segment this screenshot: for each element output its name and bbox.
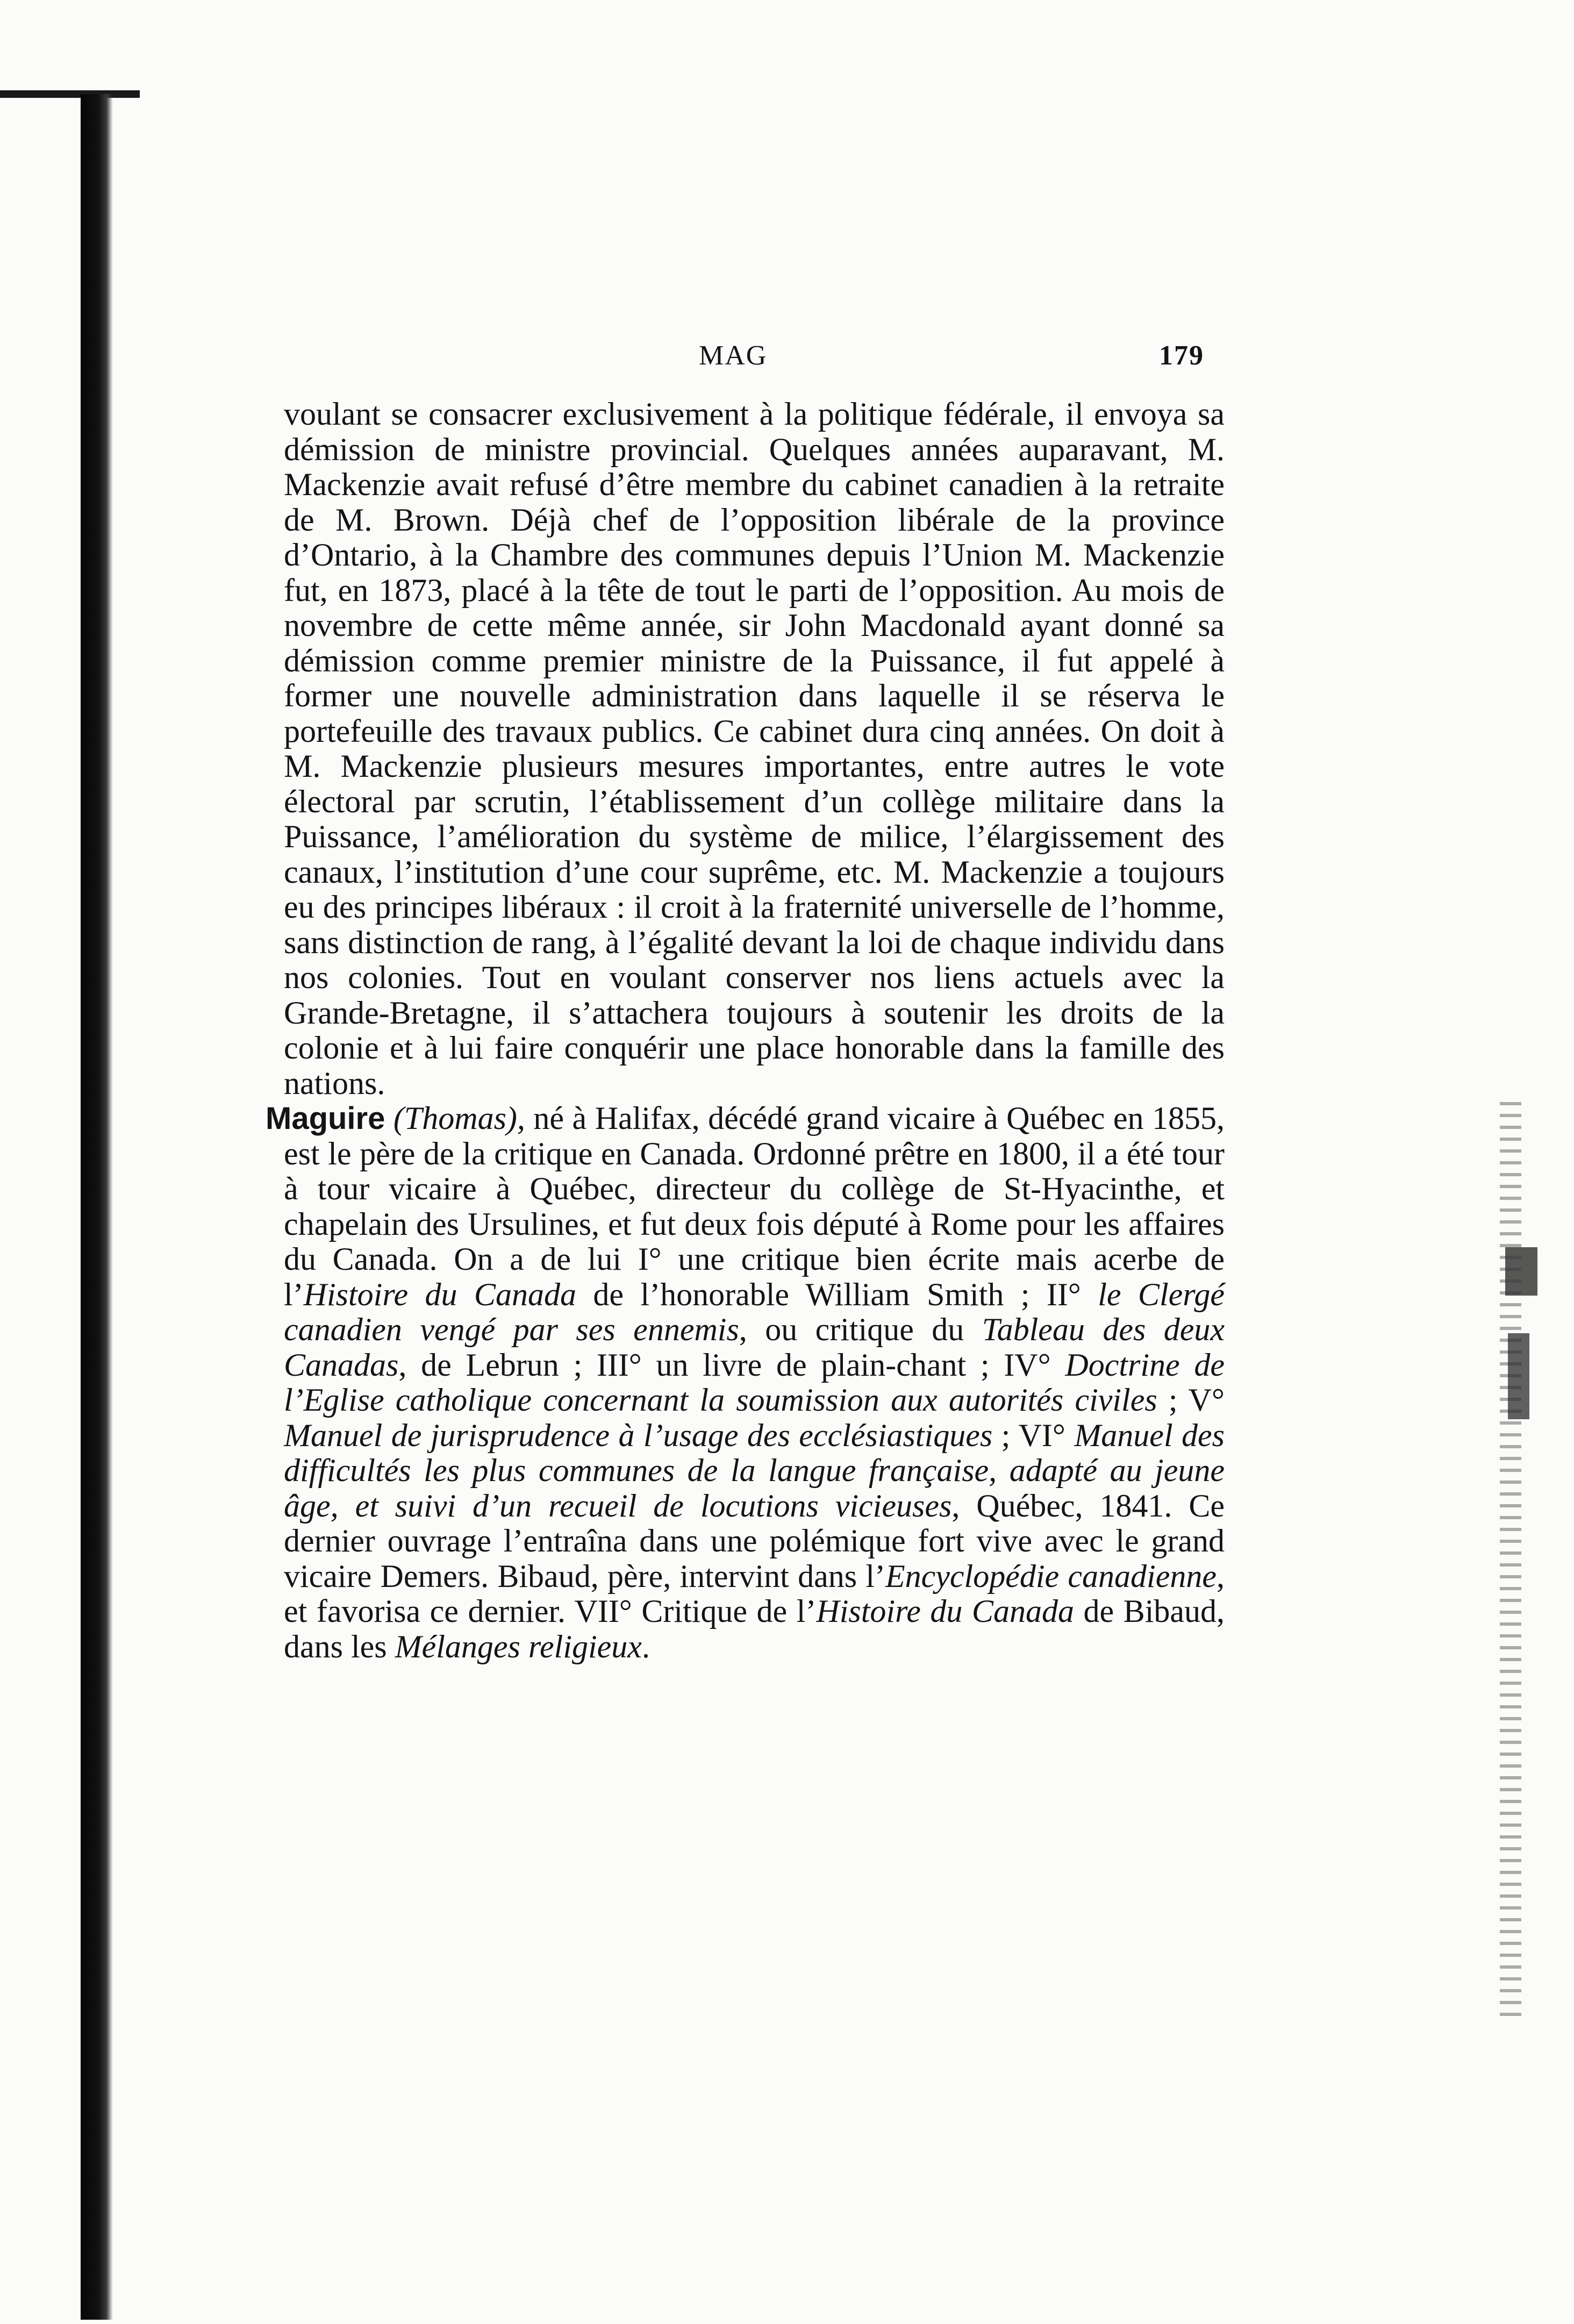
- binding-edge-shadow: [81, 94, 113, 2320]
- entry-title-6: Manuel des difficultés les plus communes de la langue française, adapté au jeune âge, et suivi d’un recueil de locutions vicieuses: [284, 1417, 1225, 1524]
- right-margin-speckle: [1500, 1102, 1521, 2016]
- right-margin-blot-lower: [1508, 1333, 1529, 1419]
- entry-text-9: de Bibaud, dans les: [284, 1593, 1225, 1664]
- body-text: [266, 396, 1225, 1664]
- entry-text-6: ; VI°: [992, 1417, 1075, 1453]
- running-head: [699, 340, 1204, 377]
- entry-text-1: né à Halifax, décédé grand vicaire à Québec en 1855, est le père de la critique en Canada. Ordonné prêtre en 1800, il a été tour à tour vicaire à Québec, directeur du collège de St-Hyacinthe, et chapelain des Ursulines, et fut deux fois député à Rome pour les affaires du Canada. On a de lui I° une critique bien écrite mais acerbe de l’: [284, 1100, 1225, 1312]
- entry-maguire: [266, 1100, 1225, 1664]
- entry-title-5: Manuel de jurisprudence à l’usage des ecclésiastiques: [284, 1417, 993, 1453]
- entry-title-4: Doctrine de l’Eglise catholique concernant la soumission aux autorités civiles: [284, 1347, 1225, 1418]
- entry-text-4: , de Lebrun ; III° un livre de plain-chant ; IV°: [398, 1347, 1065, 1383]
- entry-title-1: Histoire du Canada: [303, 1276, 576, 1312]
- paragraph-continued: voulant se consacrer exclusivement à la politique fédérale, il envoya sa démission de ministre provincial. Quelques années auparavant, M. Mackenzie avait refusé d’être membre du cabinet canadien à la retraite de M. Brown. Déjà chef de l’opposition libérale de la province d’Ontario, à la Chambre des communes depuis l’Union M. Mackenzie fut, en 1873, placé à la tête de tout le parti de l’opposition. Au mois de novembre de cette même année, sir John Macdonald ayant donné sa démission comme premier ministre de la Puissance, il fut appelé à former une nouvelle administration dans laquelle il se réserva le portefeuille des travaux publics. Ce cabinet dura cinq années. On doit à M. Mackenzie plusieurs mesures importantes, entre autres le vote électoral par scrutin, l’établissement d’un collège militaire dans la Puissance, l’amélioration du système de milice, l’élargissement des canaux, l’institution d’une cour suprême, etc. M. Mackenzie a toujours eu des principes libéraux : il croit à la fraternité universelle de l’homme, sans distinction de rang, à l’égalité devant la loi de chaque individu dans nos colonies. Tout en voulant conserver nos liens actuels avec la Grande-Bretagne, il s’attachera toujours à soutenir les droits de la colonie et à lui faire conquérir une place honorable dans la famille des nations.: [284, 396, 1225, 1101]
- entry-title-7: Encyclopédie canadienne: [885, 1558, 1217, 1594]
- entry-title-3: Tableau des deux Canadas: [284, 1312, 1225, 1383]
- running-head-title: MAG: [699, 340, 768, 371]
- entry-text-2: de l’honorable William Smith ; II°: [576, 1276, 1098, 1312]
- entry-text-3: , ou critique du: [739, 1312, 982, 1347]
- page-number: 179: [1159, 340, 1204, 371]
- entry-title-9: Mélanges religieux: [395, 1628, 642, 1664]
- entry-text-5: ; V°: [1157, 1382, 1225, 1418]
- entry-text-10: .: [641, 1628, 650, 1664]
- entry-text-8: , et favorisa ce dernier. VII° Critique de l’: [284, 1558, 1225, 1629]
- entry-title-2: le Clergé canadien vengé par ses ennemis: [284, 1276, 1225, 1347]
- entry-given-name: (Thomas),: [393, 1100, 525, 1136]
- entry-headword: Maguire: [266, 1101, 385, 1136]
- entry-text-7: , Québec, 1841. Ce dernier ouvrage l’entraîna dans une polémique fort vive avec le grand vicaire Demers. Bibaud, père, intervint dans l’: [284, 1488, 1225, 1594]
- entry-title-8: Histoire du Canada: [816, 1593, 1074, 1629]
- binding-shadow-top: [0, 90, 140, 98]
- right-margin-blot: [1505, 1247, 1537, 1296]
